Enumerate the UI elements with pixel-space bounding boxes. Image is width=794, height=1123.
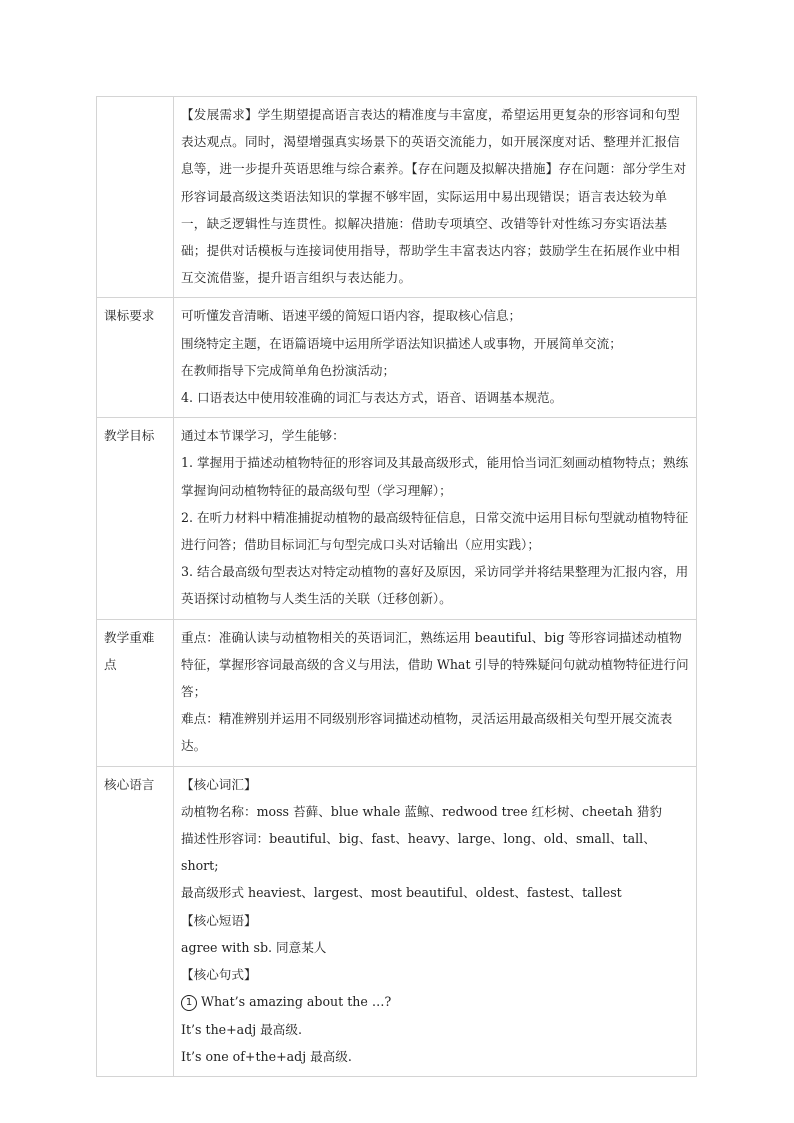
table-row	[97, 97, 697, 298]
key-difficult-points-cell	[174, 619, 697, 766]
row-label-objectives: 教学目标	[97, 418, 174, 619]
vocab-adjectives-line: 描述性形容词：beautiful、big、fast、heavy、large、long、old、small、tall、short;	[181, 831, 656, 874]
objective-3: 3. 结合最高级句型表达对特定动植物的喜好及原因，采访同学并将结果整理为汇报内容，用英语探讨动植物与人类生活的关联（迁移创新）。	[181, 564, 689, 607]
key-point-text: 重点：准确认读与动植物相关的英语词汇，熟练运用 beautiful、big 等形容词描述动植物特征，掌握形容词最高级的含义与用法，借助 What 引导的特殊疑问句就动植物特征进行问答；	[181, 629, 689, 700]
curriculum-line-2: 围绕特定主题，在语篇语境中运用所学语法知识描述人或事物，开展简单交流；	[181, 335, 622, 351]
curriculum-requirements-cell	[174, 298, 697, 418]
table-row	[97, 298, 697, 418]
curriculum-line-1: 可听懂发音清晰、语速平缓的简短口语内容，提取核心信息；	[181, 308, 522, 324]
curriculum-line-4: 4. 口语表达中使用较准确的词汇与表达方式，语音、语调基本规范。	[181, 390, 563, 406]
core-sentence-3: It’s one of+the+adj 最高级.	[181, 1048, 352, 1064]
curriculum-line-3: 在教师指导下完成简单角色扮演活动；	[181, 362, 396, 378]
difficult-point-text: 难点：精准辨别并运用不同级别形容词描述动植物，灵活运用最高级相关句型开展交流表达。	[181, 711, 673, 754]
row-label-curriculum: 课标要求	[97, 298, 174, 418]
row-label-key-points: 教学重难点	[97, 619, 174, 766]
vocab-names-line: 动植物名称：moss 苔藓、blue whale 蓝鲸、redwood tree 红杉树、cheetah 猎豹	[181, 803, 662, 819]
vocab-superlatives-line: 最高级形式 heaviest、largest、most beautiful、oldest、fastest、tallest	[181, 885, 622, 901]
table-row	[97, 619, 697, 766]
objective-2: 2. 在听力材料中精准捕捉动植物的最高级特征信息，日常交流中运用目标句型就动植物特征进行问答；借助目标词汇与句型完成口头对话输出（应用实践）；	[181, 509, 689, 553]
objectives-intro: 通过本节课学习，学生能够：	[181, 428, 345, 444]
circled-number-badge: 1	[181, 995, 197, 1011]
core-language-cell	[174, 766, 697, 1076]
objective-1: 1. 掌握用于描述动植物特征的形容词及其最高级形式，能用恰当词汇刻画动植物特点；熟练掌握询问动植物特征的最高级句型（学习理解）；	[181, 455, 689, 498]
development-needs-text: 【发展需求】学生期望提高语言表达的精准度与丰富度，希望运用更复杂的形容词和句型表达观点。同时，渴望增强真实场景下的英语交流能力，如开展深度对话、整理并汇报信息等，进一步提升英语思维与综合素养。【存在问题及拟解决措施】存在问题：部分学生对形容词最高级这类语法知识的掌握不够牢固，实际运用中易出现错误；语言表达较为单一，缺乏逻辑性与连贯性。拟解决措施：借助专项填空、改错等针对性练习夯实语法基础；提供对话模板与连接词使用指导，帮助学生丰富表达内容；鼓励学生在拓展作业中相互交流借鉴，提升语言组织与表达能力。	[181, 107, 687, 286]
core-sentence-1-text: What’s amazing about the …?	[201, 994, 392, 1010]
development-needs-cell	[174, 97, 697, 298]
table-row	[97, 766, 697, 1076]
core-phrase-line: agree with sb. 同意某人	[181, 939, 327, 955]
core-sentence-2: It’s the+adj 最高级.	[181, 1021, 302, 1037]
row-label-core-language: 核心语言	[97, 766, 174, 1076]
core-phrase-heading: 【核心短语】	[181, 912, 257, 928]
core-sentence-1	[181, 988, 689, 1015]
table-row	[97, 418, 697, 619]
lesson-plan-table	[96, 96, 697, 1077]
core-vocab-heading: 【核心词汇】	[181, 776, 257, 792]
core-sentence-heading: 【核心句式】	[181, 967, 257, 983]
teaching-objectives-cell	[174, 418, 697, 619]
row-label-empty	[97, 97, 174, 298]
